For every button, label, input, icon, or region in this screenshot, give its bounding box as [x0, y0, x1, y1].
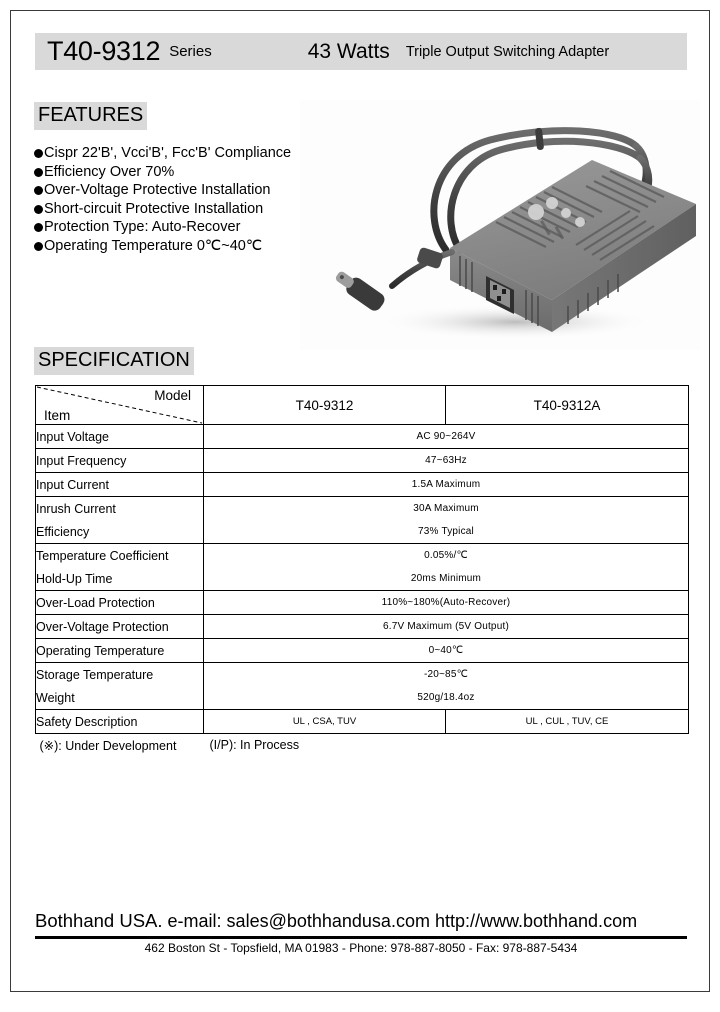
spec-item-value: AC 90~264V	[204, 425, 689, 449]
spec-item-label: Over-Voltage Protection	[36, 615, 204, 639]
safety-value-model-b: UL , CUL , TUV, CE	[446, 710, 689, 734]
feature-text: Cispr 22'B', Vcci'B', Fcc'B' Compliance	[44, 145, 292, 161]
spec-item-label: Input Current	[36, 473, 204, 497]
spec-item-label: Over-Load Protection	[36, 591, 204, 615]
company-name: Bothhand USA.	[35, 910, 163, 931]
bullet-icon	[34, 149, 43, 158]
model-column-a-header: T40-9312	[204, 386, 446, 425]
spec-item-label: Inrush Current	[36, 497, 204, 521]
footer-contact-line	[35, 910, 695, 932]
title-band	[35, 33, 687, 70]
spec-item-label: Temperature Coefficient	[36, 544, 204, 568]
spec-item-label: Weight	[36, 686, 204, 710]
spec-item-value: 0.05%/℃	[204, 544, 689, 568]
feature-text: Efficiency Over 70%	[44, 163, 175, 180]
feature-item	[34, 181, 334, 200]
table-row	[36, 663, 689, 687]
item-model-corner-cell	[36, 386, 204, 425]
spec-item-value: 73% Typical	[204, 520, 689, 544]
feature-item	[34, 237, 334, 256]
specification-heading: SPECIFICATION	[34, 347, 194, 375]
note-in-process: (I/P): In Process	[209, 738, 300, 752]
table-row	[36, 686, 689, 710]
spec-item-value: 110%~180%(Auto-Recover)	[204, 591, 689, 615]
spec-item-value: 0~40℃	[204, 639, 689, 663]
spec-item-value: 20ms Minimum	[204, 567, 689, 591]
adapter-illustration	[300, 100, 700, 350]
features-list	[34, 144, 334, 255]
feature-text: Over-Voltage Protective Installation	[44, 182, 271, 198]
feature-item	[34, 200, 334, 219]
company-contact: e-mail: sales@bothhandusa.com http://www.bothhand.com	[167, 911, 638, 931]
spec-item-value: 30A Maximum	[204, 497, 689, 521]
bullet-icon	[34, 205, 43, 214]
spec-item-label: Storage Temperature	[36, 663, 204, 687]
table-row	[36, 591, 689, 615]
model-axis-label: Model	[154, 388, 191, 403]
note-under-development: (※): Under Development	[39, 738, 177, 753]
table-row-safety	[36, 710, 689, 734]
safety-value-model-a: UL , CSA, TUV	[204, 710, 446, 734]
spec-item-value: 1.5A Maximum	[204, 473, 689, 497]
model-column-b-header: T40-9312A	[446, 386, 689, 425]
specification-table	[35, 385, 689, 756]
item-axis-label: Item	[44, 408, 71, 423]
table-row	[36, 544, 689, 568]
bullet-icon	[34, 242, 43, 251]
spec-item-label: Hold-Up Time	[36, 567, 204, 591]
footer-divider	[35, 936, 687, 939]
bullet-icon	[34, 168, 43, 177]
table-header-row	[36, 386, 689, 425]
product-subtitle: Triple Output Switching Adapter	[405, 43, 610, 60]
table-row	[36, 567, 689, 591]
power-rating: 43 Watts	[307, 39, 390, 63]
table-row	[36, 520, 689, 544]
feature-item	[34, 144, 334, 163]
table-notes-row	[36, 734, 689, 757]
feature-text: Protection Type: Auto-Recover	[44, 219, 241, 235]
product-photo	[300, 100, 700, 350]
table-row	[36, 639, 689, 663]
features-heading: FEATURES	[34, 102, 147, 130]
spec-item-label: Efficiency	[36, 520, 204, 544]
table-row	[36, 497, 689, 521]
table-row	[36, 473, 689, 497]
company-address: 462 Boston St - Topsfield, MA 01983 - Phone: 978-887-8050 - Fax: 978-887-5434	[144, 941, 578, 955]
spec-item-value: 520g/18.4oz	[204, 686, 689, 710]
spec-item-value: 6.7V Maximum (5V Output)	[204, 615, 689, 639]
feature-item	[34, 218, 334, 237]
spec-item-label: Input Frequency	[36, 449, 204, 473]
table-row	[36, 425, 689, 449]
spec-item-label: Input Voltage	[36, 425, 204, 449]
table-row	[36, 449, 689, 473]
spec-item-label: Safety Description	[36, 710, 204, 734]
spec-item-value: -20~85℃	[204, 663, 689, 687]
feature-item	[34, 163, 334, 182]
table-row	[36, 615, 689, 639]
bullet-icon	[34, 186, 43, 195]
feature-text: Short-circuit Protective Installation	[44, 200, 264, 217]
bullet-icon	[34, 223, 43, 232]
product-model-number: T40-9312	[47, 36, 161, 66]
spec-item-value: 47~63Hz	[204, 449, 689, 473]
feature-text: Operating Temperature 0℃~40℃	[44, 237, 263, 254]
series-label: Series	[169, 43, 212, 60]
spec-item-label: Operating Temperature	[36, 639, 204, 663]
